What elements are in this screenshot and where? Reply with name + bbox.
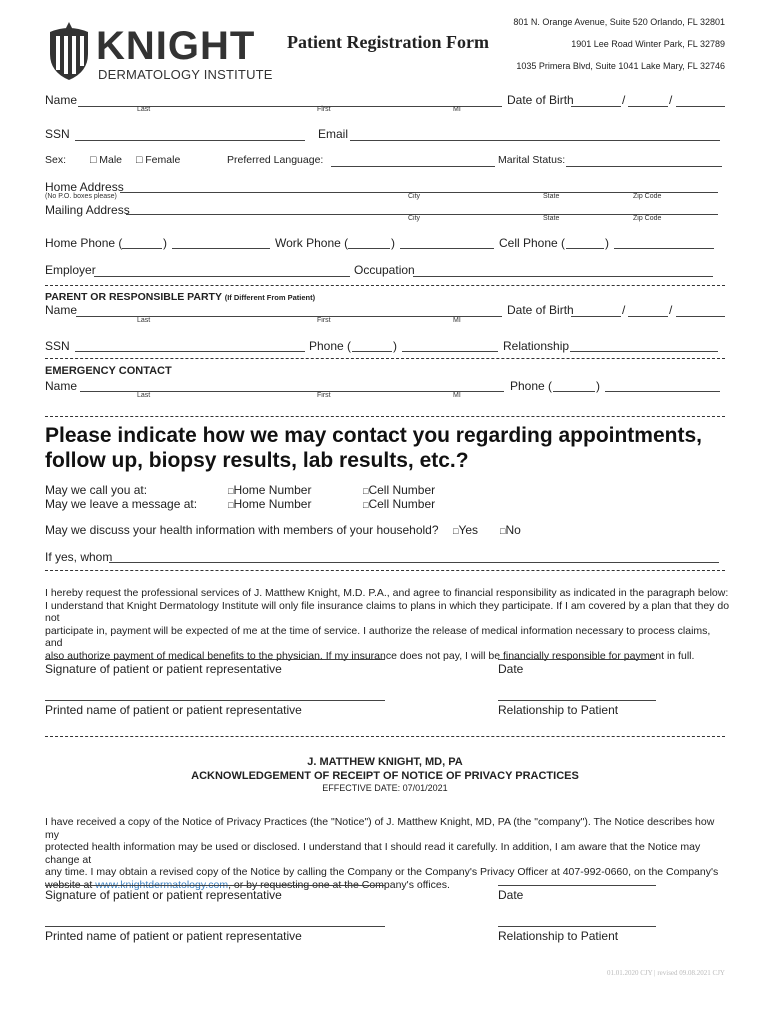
responsible-heading-text: PARENT OR RESPONSIBLE PARTY (45, 291, 222, 303)
dob-slash: / (669, 93, 673, 107)
mailing-address-field[interactable] (126, 214, 718, 215)
emergency-name-label: Name (45, 379, 78, 393)
resp-phone-area-field[interactable] (352, 351, 392, 352)
privacy-relationship-field[interactable] (498, 926, 656, 927)
dob-slash: / (669, 303, 673, 317)
privacy-doctor: J. MATTHEW KNIGHT, MD, PA (307, 756, 463, 768)
privacy-printed-name-field[interactable] (45, 926, 385, 927)
discuss-yes-checkbox[interactable]: □Yes (453, 523, 479, 537)
privacy-website-prefix: website at (45, 878, 96, 891)
female-label: Female (145, 154, 181, 166)
resp-name-label: Name (45, 303, 78, 317)
privacy-effective: EFFECTIVE DATE: 07/01/2021 (322, 783, 448, 793)
date-label: Date (498, 662, 524, 676)
language-field[interactable] (331, 166, 495, 167)
paren: ) (391, 236, 395, 250)
logo-main-text: KNIGHT (96, 24, 256, 68)
signature-label: Signature of patient or patient representative (45, 662, 282, 676)
relationship-label: Relationship to Patient (498, 703, 619, 717)
message-home-label: Home Number (233, 497, 312, 511)
contact-heading-line-2: follow up, biopsy results, lab results, etc.? (45, 449, 469, 472)
divider (45, 736, 725, 737)
emergency-phone-field[interactable] (605, 391, 720, 392)
divider (45, 358, 725, 359)
cell-phone-label: Cell Phone ( (499, 236, 566, 250)
resp-ssn-field[interactable] (75, 351, 305, 352)
emergency-heading: EMERGENCY CONTACT (45, 365, 172, 377)
discuss-yes-label: Yes (458, 523, 479, 537)
cell-phone-area-field[interactable] (566, 248, 604, 249)
work-phone-field[interactable] (400, 248, 494, 249)
agreement-line: also authorize payment of medical benefits to the physician. If my insurance does not pay, I will be financially responsible for payment in full. (45, 649, 695, 662)
ssn-label: SSN (45, 127, 70, 141)
address-line-1: 801 N. Orange Avenue, Suite 520 Orlando, FL 32801 (513, 17, 725, 27)
dob-year-field[interactable] (676, 106, 725, 107)
message-label: May we leave a message at: (45, 497, 198, 511)
call-home-checkbox[interactable]: □Home Number (228, 483, 312, 497)
agreement-line: I hereby request the professional services of J. Matthew Knight, M.D. P.A., and agree to financial responsibility as indicated in the paragraph below: (45, 587, 729, 599)
signature-field[interactable] (45, 659, 385, 660)
dob-slash: / (622, 93, 626, 107)
state-caption: State (543, 215, 560, 222)
marital-field[interactable] (566, 166, 722, 167)
employer-label: Employer (45, 263, 96, 277)
divider (45, 416, 725, 417)
revision-note: 01.01.2020 CJY | revised 09.08.2021 CJY (606, 969, 725, 977)
email-label: Email (318, 127, 349, 141)
occupation-label: Occupation (354, 263, 415, 277)
address-line-3: 1035 Primera Blvd, Suite 1041 Lake Mary, FL 32746 (516, 61, 725, 71)
resp-dob-month-field[interactable] (571, 316, 621, 317)
male-label: Male (99, 154, 123, 166)
privacy-line: any time. I may obtain a revised copy of the Notice by calling the Company or the Company's Privacy Officer at 407-992-0660, on the Company's (45, 866, 719, 878)
discuss-no-checkbox[interactable]: □No (500, 523, 521, 537)
resp-dob-label: Date of Birth (507, 303, 574, 317)
city-caption: City (408, 193, 421, 200)
dob-slash: / (622, 303, 626, 317)
privacy-signature-field[interactable] (45, 885, 385, 886)
mi-caption: MI (453, 392, 461, 399)
resp-ssn-label: SSN (45, 339, 70, 353)
mi-caption: MI (453, 106, 461, 113)
last-caption: Last (137, 106, 151, 113)
resp-dob-day-field[interactable] (628, 316, 668, 317)
call-cell-label: Cell Number (368, 483, 436, 497)
call-label: May we call you at: (45, 483, 148, 497)
home-phone-label: Home Phone ( (45, 236, 123, 250)
work-phone-label: Work Phone ( (275, 236, 349, 250)
website-link[interactable]: www.knightdermatology.com (95, 878, 229, 891)
privacy-title: ACKNOWLEDGEMENT OF RECEIPT OF NOTICE OF PRIVACY PRACTICES (191, 770, 579, 782)
paren: ) (596, 379, 600, 393)
contact-heading-line-1: Please indicate how we may contact you regarding appointments, (45, 424, 702, 447)
message-home-checkbox[interactable]: □Home Number (228, 497, 312, 511)
privacy-website-suffix: , or by requesting one at the Company's offices. (228, 878, 450, 891)
privacy-line: I have received a copy of the Notice of Privacy Practices (the "Notice") of J. Matthew Knight, MD, PA (the "company"). The Notice describes how my (45, 816, 715, 841)
dob-month-field[interactable] (571, 106, 621, 107)
call-cell-checkbox[interactable]: □Cell Number (363, 483, 436, 497)
dob-day-field[interactable] (628, 106, 668, 107)
female-checkbox[interactable]: □ Female (136, 154, 181, 166)
agreement-line: participate in, payment will be expected of me at the time of service. I authorize the release of medical information necessary to process claims, and (45, 624, 711, 649)
home-address-label: Home Address (45, 180, 124, 194)
home-phone-area-field[interactable] (122, 248, 162, 249)
message-cell-label: Cell Number (368, 497, 436, 511)
last-caption: Last (137, 392, 151, 399)
printed-name-label: Printed name of patient or patient representative (45, 703, 302, 717)
privacy-date-label: Date (498, 888, 524, 902)
privacy-signature-label: Signature of patient or patient representative (45, 888, 282, 902)
whom-label: If yes, whom (45, 550, 113, 564)
resp-phone-label: Phone ( (309, 339, 352, 353)
language-label: Preferred Language: (227, 154, 324, 166)
dob-label: Date of Birth (507, 93, 574, 107)
zip-caption: Zip Code (633, 215, 662, 222)
message-cell-checkbox[interactable]: □Cell Number (363, 497, 436, 511)
first-caption: First (317, 392, 331, 399)
first-caption: First (317, 317, 331, 324)
occupation-field[interactable] (413, 276, 713, 277)
mailing-address-label: Mailing Address (45, 203, 130, 217)
privacy-relationship-label: Relationship to Patient (498, 929, 619, 943)
last-caption: Last (137, 317, 151, 324)
responsible-heading (45, 291, 315, 303)
resp-phone-field[interactable] (402, 351, 498, 352)
financial-agreement (45, 587, 730, 662)
emergency-phone-area-field[interactable] (553, 391, 595, 392)
zip-caption: Zip Code (633, 193, 662, 200)
printed-name-field[interactable] (45, 700, 385, 701)
state-caption: State (543, 193, 560, 200)
employer-field[interactable] (94, 276, 350, 277)
email-field[interactable] (350, 140, 720, 141)
paren: ) (393, 339, 397, 353)
mi-caption: MI (453, 317, 461, 324)
knight-helmet-icon (44, 20, 94, 82)
discuss-no-label: No (505, 523, 521, 537)
agreement-line: I understand that Knight Dermatology Institute will only file insurance claims to plans in which they participate. If I am covered by a plan that they do not (45, 599, 730, 624)
emergency-phone-label: Phone ( (510, 379, 553, 393)
privacy-printed-name-label: Printed name of patient or patient representative (45, 929, 302, 943)
first-caption: First (317, 106, 331, 113)
logo-sub-text: DERMATOLOGY INSTITUTE (98, 67, 273, 82)
home-phone-field[interactable] (172, 248, 270, 249)
cell-phone-field[interactable] (614, 248, 714, 249)
no-po-caption: (No P.O. boxes please) (45, 193, 117, 200)
address-line-2: 1901 Lee Road Winter Park, FL 32789 (571, 39, 725, 49)
call-home-label: Home Number (233, 483, 312, 497)
whom-field[interactable] (109, 562, 719, 563)
discuss-label: May we discuss your health information with members of your household? (45, 523, 439, 537)
city-caption: City (408, 215, 421, 222)
privacy-paragraph (45, 816, 730, 891)
form-title: Patient Registration Form (287, 32, 489, 52)
resp-relationship-field[interactable] (570, 351, 718, 352)
sex-label: Sex: (45, 154, 67, 166)
divider (45, 285, 725, 286)
paren: ) (163, 236, 167, 250)
ssn-field[interactable] (75, 140, 305, 141)
date-field[interactable] (498, 659, 656, 660)
divider (45, 570, 725, 571)
privacy-line: protected health information may be used or disclosed. I understand that I should read it carefully. In addition, I am aware that the Notice may change at (45, 841, 701, 866)
resp-dob-year-field[interactable] (676, 316, 725, 317)
male-checkbox[interactable]: □ Male (90, 154, 123, 166)
name-label: Name (45, 93, 78, 107)
responsible-heading-note: (If Different From Patient) (224, 293, 316, 302)
resp-relationship-label: Relationship (503, 339, 570, 353)
paren: ) (605, 236, 609, 250)
work-phone-area-field[interactable] (348, 248, 390, 249)
privacy-date-field[interactable] (498, 885, 656, 886)
marital-label: Marital Status: (498, 154, 566, 166)
relationship-field[interactable] (498, 700, 656, 701)
